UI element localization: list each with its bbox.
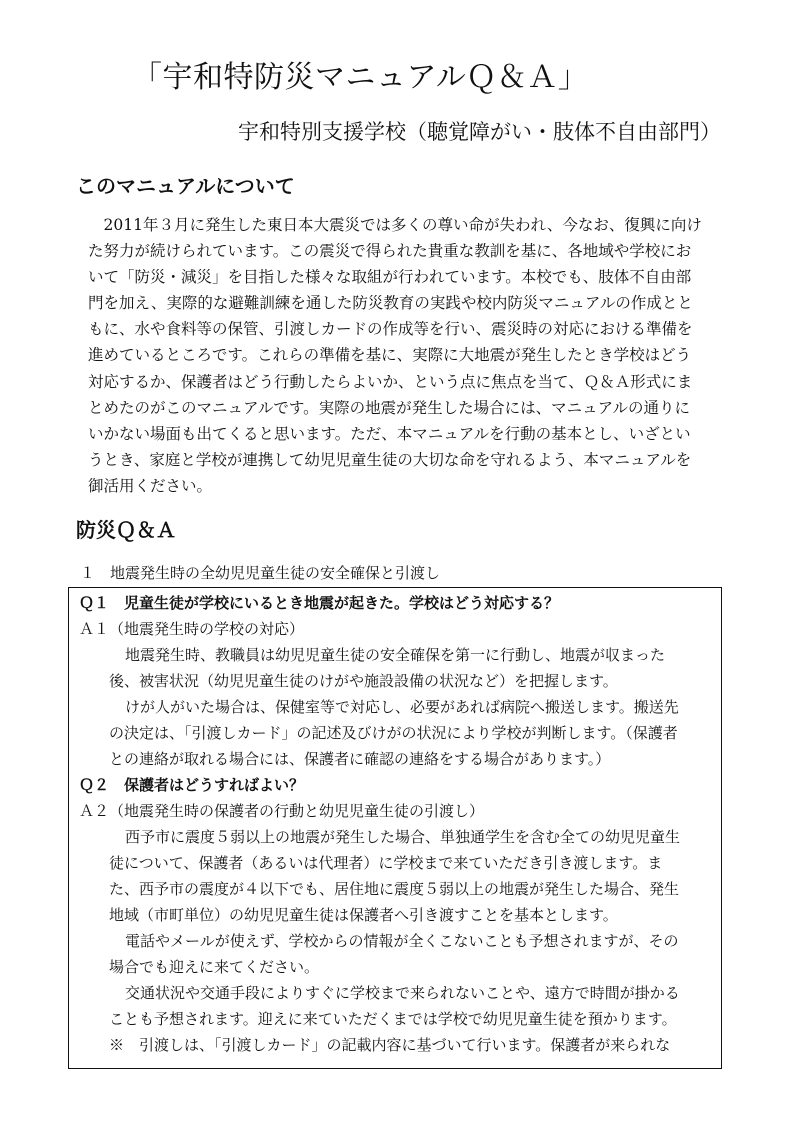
answer-1-line: 地震発生時、教職員は幼児児童生徒の安全確保を第一に行動し、地震が収まった [125, 646, 666, 664]
about-paragraph [88, 212, 720, 499]
document-title: 「宇和特防災マニュアルＱ＆Ａ」 [132, 60, 589, 95]
paragraph-line: いて「防災・減災」を目指した様々な取組が行われています。本校でも、肢体不自由部 [88, 268, 692, 287]
paragraph-line: た努力が続けられています。この震災で得られた貴重な教訓を基に、各地域や学校にお [88, 242, 692, 261]
question-2: Ｑ２ 保護者はどうすればよい？ [79, 776, 305, 794]
paragraph-line: うとき、家庭と学校が連携して幼児児童生徒の大切な命を守れるよう、本マニュアルを [88, 450, 692, 469]
answer-2-line: 交通状況や交通手段によりすぐに学校まで来られないことや、遠方で時間が掛かる [125, 984, 680, 1002]
answer-2-line: 西予市に震度５弱以上の地震が発生した場合、単独通学生を含む全ての幼児児童生 [125, 828, 681, 846]
qa-heading: 防災Ｑ＆Ａ [76, 518, 176, 542]
paragraph-line: いかない場面も出てくると思います。ただ、本マニュアルを行動の基本とし、いざとい [88, 424, 691, 443]
answer-2-line: 場合でも迎えに来てください。 [109, 958, 320, 976]
answer-2-line: 電話やメールが使えず、学校からの情報が全くこないことも予想されますが、その [125, 932, 679, 950]
answer-1-line: けが人がいた場合は、保健室等で対応し、必要があれば病院へ搬送します。搬送先 [125, 698, 679, 716]
answer-2-line: 徒について、保護者（あるいは代理者）に学校まで来ていただき引き渡します。ま [109, 854, 663, 872]
answer-2-line: 地域（市町単位）の幼児児童生徒は保護者へ引き渡すことを基本とします。 [109, 906, 618, 924]
paragraph-line: もに、水や食料等の保管、引渡しカードの作成等を行い、震災時の対応における準備を [88, 320, 693, 339]
answer-1-line: との連絡が取れる場合には、保護者に確認の連絡をする場合があります。） [109, 750, 611, 768]
answer-1-line: の決定は、「引渡しカード」の記述及びけがの状況により学校が判断します。（保護者 [109, 724, 678, 742]
paragraph-line: 進めているところです。これらの準備を基に、実際に大地震が発生したとき学校はどう [88, 346, 692, 365]
answer-2-line: ※ 引渡しは、「引渡しカード」の記載内容に基づいて行います。保護者が来られな [109, 1036, 671, 1054]
paragraph-line: 対応するか、保護者はどう行動したらよいか、という点に焦点を当て、Ｑ＆Ａ形式にま [88, 372, 693, 391]
answer-2-line: ことも予想されます。迎えに来ていただくまでは学校で幼児児童生徒を預かります。 [109, 1010, 677, 1028]
about-heading: このマニュアルについて [76, 174, 295, 198]
section-heading: １ 地震発生時の全幼児児童生徒の安全確保と引渡し [80, 564, 441, 582]
document-subtitle: 宇和特別支援学校（聴覚障がい・肢体不自由部門） [238, 120, 721, 144]
qa-box [68, 587, 722, 1069]
answer-2-line: た、西予市の震度が４以下でも、居住地に震度５弱以上の地震が発生した場合、発生 [109, 880, 680, 898]
paragraph-line: とめたのがこのマニュアルです。実際の地震が発生した場合には、マニュアルの通りに [88, 398, 691, 417]
answer-2-label: Ａ２（地震発生時の保護者の行動と幼児児童生徒の引渡し） [79, 802, 485, 820]
answer-1-line: 後、被害状況（幼児児童生徒のけがや施設設備の状況など）を把握します。 [109, 672, 618, 690]
answer-1-label: Ａ１（地震発生時の学校の対応） [79, 620, 305, 638]
paragraph-line: 門を加え、実際的な避難訓練を通した防災教育の実践や校内防災マニュアルの作成とと [88, 294, 693, 313]
paragraph-line: 御活用ください。 [88, 476, 213, 495]
question-1: Ｑ１ 児童生徒が学校にいるとき地震が起きた。学校はどう対応する？ [79, 594, 560, 612]
paragraph-line: 2011年３月に発生した東日本大震災では多くの尊い命が失われ、今なお、復興に向け [88, 216, 702, 234]
